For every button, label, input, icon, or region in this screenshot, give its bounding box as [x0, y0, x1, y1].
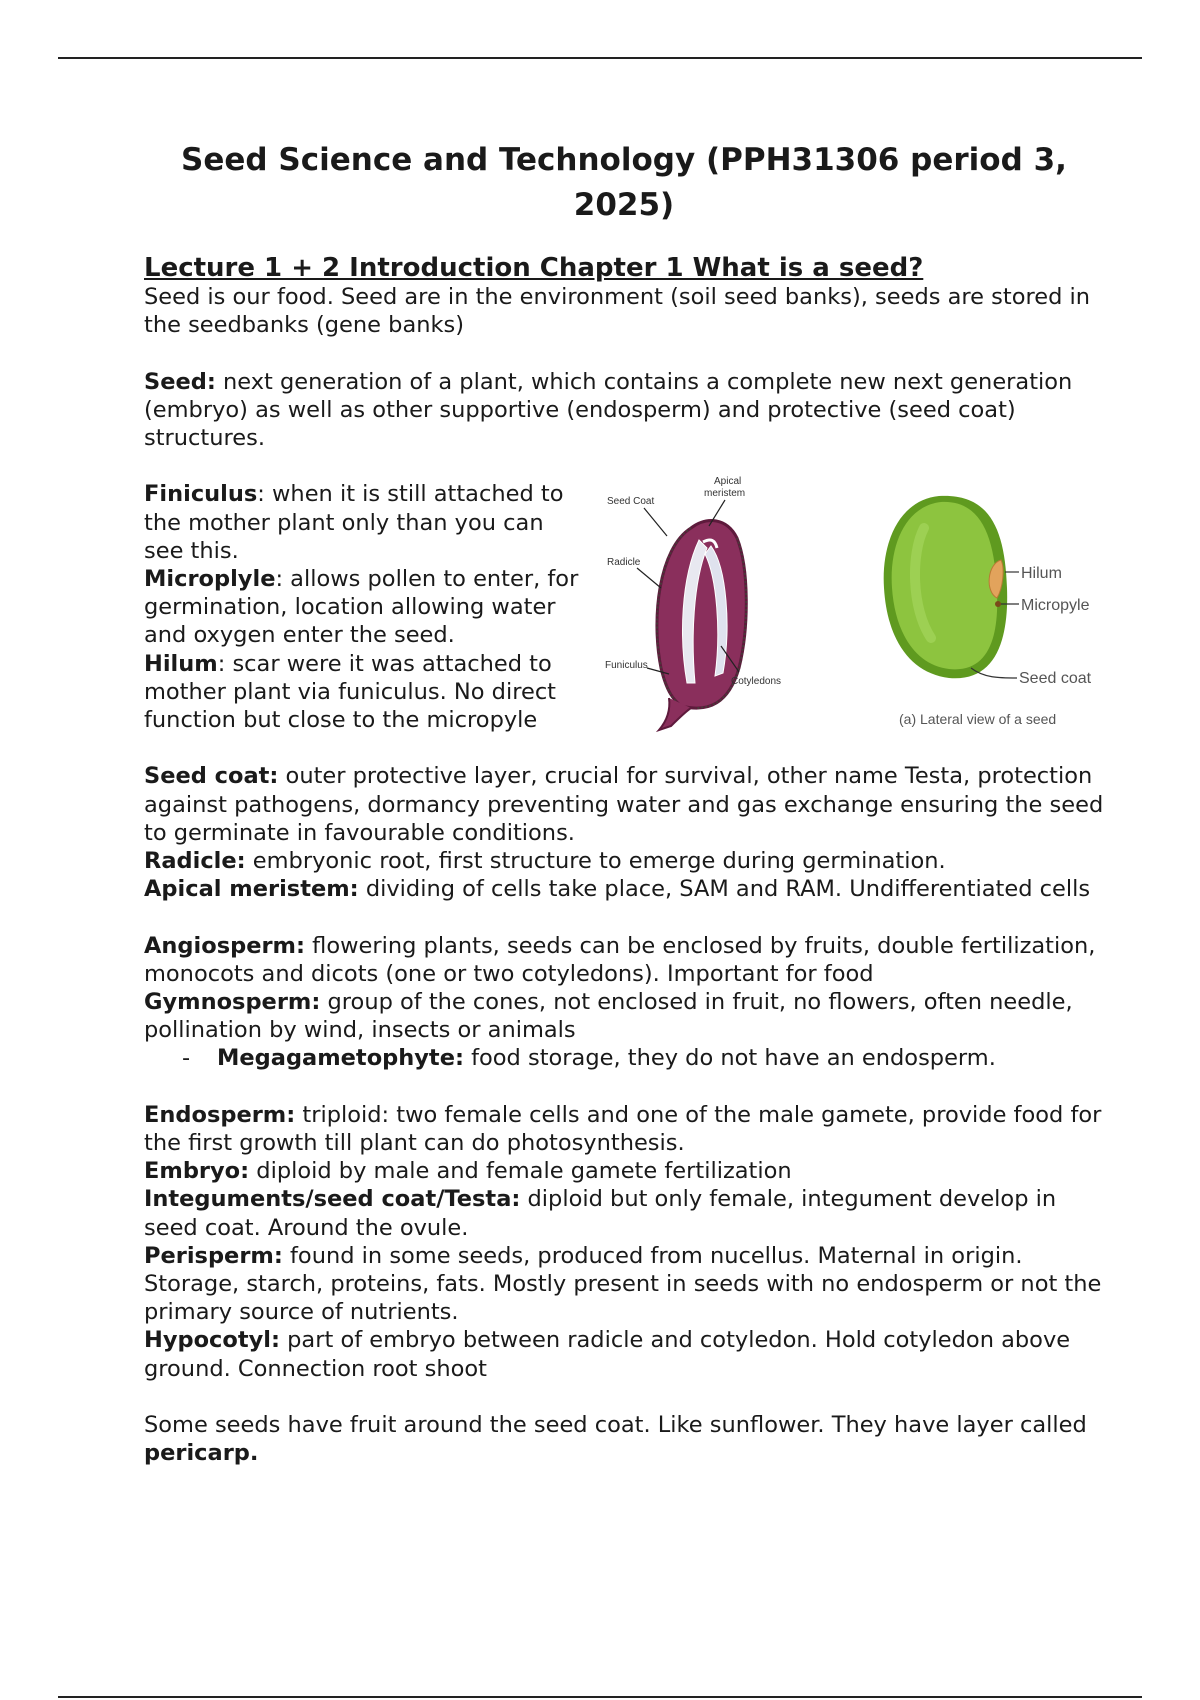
- term: Endosperm:: [144, 1101, 296, 1128]
- label-seed-coat-lateral: Seed coat: [1019, 670, 1092, 688]
- top-rule: [58, 57, 1142, 59]
- label-cotyledons: Cotyledons: [731, 676, 782, 688]
- figure-caption: (a) Lateral view of a seed: [899, 711, 1057, 728]
- term: Seed:: [144, 368, 216, 395]
- closing-text: Some seeds have fruit around the seed coat. Like sunflower. They have layer called: [144, 1412, 1087, 1439]
- definition-text: embryonic root, first structure to emerge during germination.: [245, 848, 946, 874]
- definition-apical-meristem: [144, 875, 1104, 903]
- definition-text: : when it is still attached to the mother plant only than you can see this.: [144, 481, 564, 564]
- term: Finiculus: [144, 481, 258, 508]
- term: Seed coat:: [144, 763, 279, 790]
- term: Megagametophyte:: [217, 1045, 464, 1072]
- term: Apical meristem:: [144, 876, 359, 903]
- term: Embryo:: [144, 1158, 250, 1185]
- definition-seed-coat: [144, 762, 1104, 847]
- closing-paragraph: [144, 1411, 1104, 1467]
- label-apical-line1: Apical: [714, 476, 742, 488]
- figure-side-text: [144, 480, 584, 734]
- bullet-dash: -: [182, 1045, 191, 1072]
- term: Integuments/seed coat/Testa:: [144, 1186, 521, 1213]
- definition-text: food storage, they do not have an endosperm.: [463, 1045, 996, 1072]
- definition-text: group of the cones, not enclosed in fruit, no flowers, often needle, pollination by wind, insects or animals: [144, 989, 1073, 1044]
- term: Microplyle: [144, 566, 276, 592]
- definition-megagametophyte: [144, 1044, 1104, 1072]
- label-micropyle: Micropyle: [1021, 597, 1090, 615]
- label-hilum: Hilum: [1021, 565, 1062, 583]
- document-body: [144, 138, 1104, 1467]
- label-funiculus: Funiculus: [605, 660, 648, 672]
- lecture-heading: Lecture 1 + 2 Introduction Chapter 1 What is a seed?: [144, 253, 924, 283]
- bottom-rule: [58, 1696, 1142, 1698]
- definition-text: found in some seeds, produced from nucellus. Maternal in origin. Storage, starch, proteins, fats. Mostly present in seeds with no endosperm or not the primary source of nutrients.: [144, 1242, 1102, 1326]
- document-title: Seed Science and Technology (PPH31306 period 3, 2025): [181, 142, 1067, 223]
- definition-angiosperm: [144, 932, 1104, 988]
- seed-diagram: [599, 468, 1104, 738]
- definition-endosperm: [144, 1101, 1104, 1157]
- label-seed-coat-section: Seed Coat: [607, 496, 655, 508]
- label-apical-line2: meristem: [704, 488, 746, 500]
- label-radicle: Radicle: [607, 557, 641, 569]
- term: Angiosperm:: [144, 932, 306, 959]
- term-pericarp: pericarp.: [144, 1440, 259, 1467]
- definition-text: flowering plants, seeds can be enclosed by fruits, double fertilization, monocots and dicots (one or two cotyledons). Important for food: [144, 932, 1096, 987]
- definition-text: triploid: two female cells and one of the male gamete, provide food for the first growth till plant can do photosynthesis.: [144, 1101, 1102, 1156]
- term: Hypocotyl:: [144, 1327, 280, 1354]
- definition-perisperm: [144, 1242, 1104, 1327]
- definition-text: : scar were it was attached to mother plant via funiculus. No direct function but close to the micropyle: [144, 650, 557, 734]
- seed-section-image: [657, 521, 746, 730]
- definition-gymnosperm: [144, 988, 1104, 1044]
- definition-text: diploid but only female, integument develop in seed coat. Around the ovule.: [144, 1186, 1057, 1241]
- term: Radicle:: [144, 848, 246, 874]
- definition-text: outer protective layer, crucial for survival, other name Testa, protection against pathogens, dormancy preventing water and gas exchange ensuring the seed to germinate in favourable conditions.: [144, 763, 1104, 846]
- figure-row: [144, 476, 1104, 762]
- definition-finiculus: [144, 480, 584, 565]
- definition-text: part of embryo between radicle and cotyledon. Hold cotyledon above ground. Connection root shoot: [144, 1327, 1071, 1382]
- term: Hilum: [144, 650, 218, 677]
- definition-seed: [144, 368, 1104, 453]
- definition-hilum: [144, 650, 584, 735]
- bean-lateral-image: [884, 496, 1007, 678]
- definition-integuments: [144, 1185, 1104, 1241]
- definition-hypocotyl: [144, 1326, 1104, 1382]
- term: Gymnosperm:: [144, 989, 321, 1015]
- definition-text: diploid by male and female gamete fertilization: [249, 1158, 792, 1185]
- definition-microplyle: [144, 565, 584, 650]
- seed-figure: [599, 468, 1104, 738]
- definition-radicle: [144, 847, 1104, 875]
- definition-text: : allows pollen to enter, for germination, location allowing water and oxygen enter the seed.: [144, 566, 579, 649]
- term: Perisperm:: [144, 1242, 283, 1269]
- definition-text: dividing of cells take place, SAM and RAM. Undifferentiated cells: [358, 876, 1091, 903]
- definition-text: next generation of a plant, which contains a complete new next generation (embryo) as well as other supportive (endosperm) and protective (seed coat) structures.: [144, 368, 1073, 451]
- definition-embryo: [144, 1157, 1104, 1185]
- intro-paragraph: Seed is our food. Seed are in the environment (soil seed banks), seeds are stored in the seedbanks (gene banks): [144, 284, 1091, 339]
